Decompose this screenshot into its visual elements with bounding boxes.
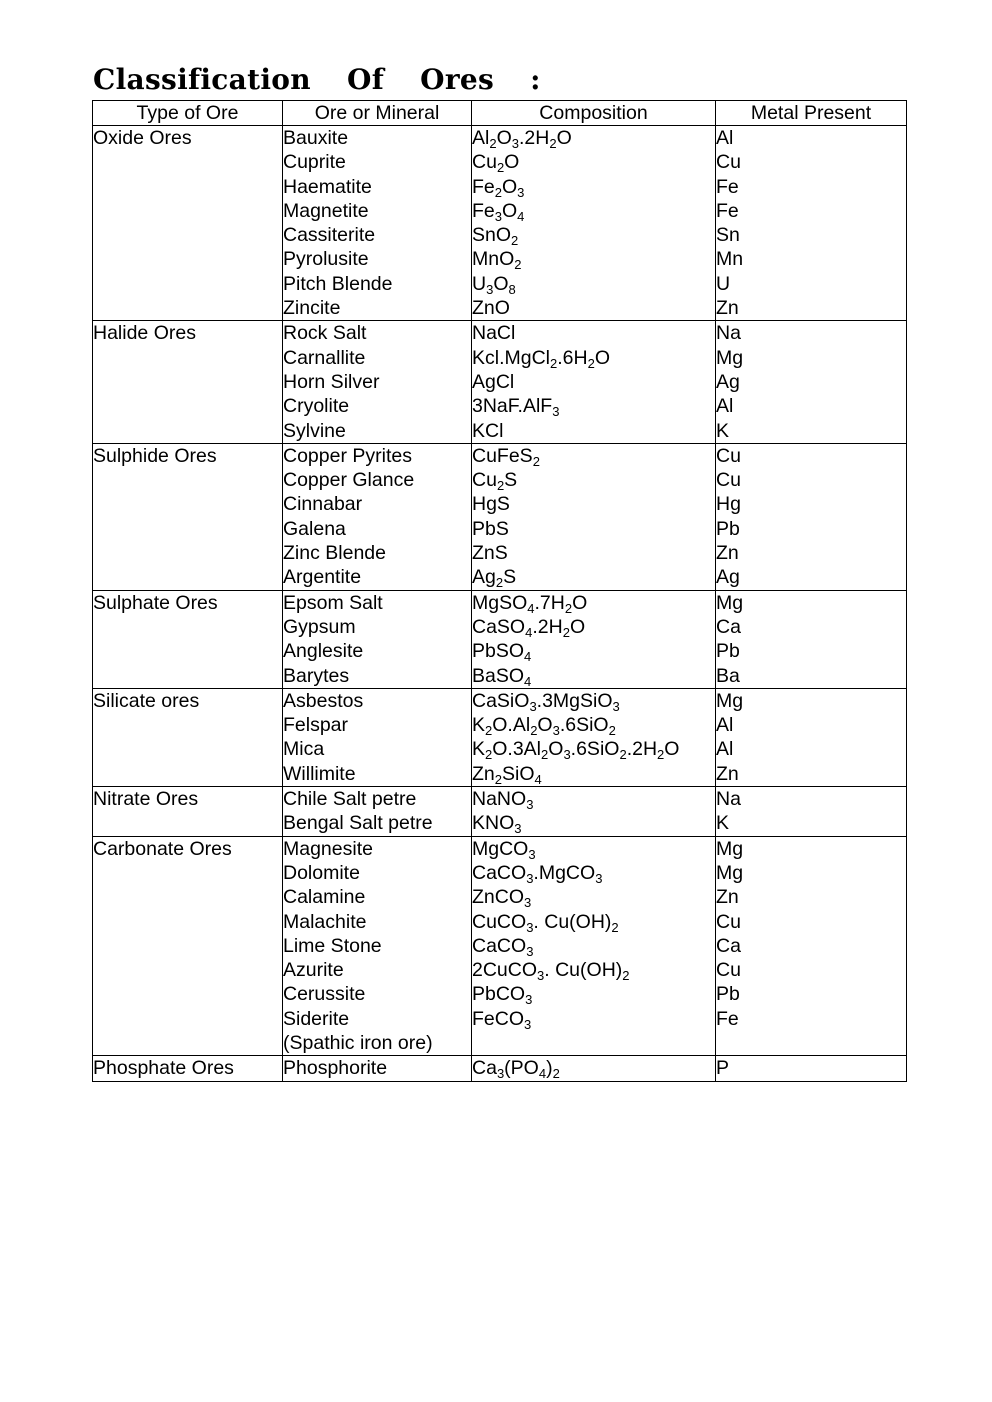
ore-type-cell	[93, 443, 283, 590]
metal-symbol: Na	[716, 322, 741, 345]
composition-cell	[472, 836, 716, 1056]
metal-symbol: Zn	[716, 886, 739, 909]
composition-formula: $Al_2O_3.2H_2O$	[472, 127, 572, 151]
metal-symbol: Zn	[716, 297, 739, 320]
metal-symbol: Al	[716, 395, 734, 418]
composition-formula: $CaSO_4.2H_2O$	[472, 615, 586, 640]
ore-type-label: Nitrate Ores	[93, 788, 199, 811]
ore-name: Chile Salt petre	[283, 788, 417, 811]
composition-formula: $Zn_2SiO_4$	[472, 762, 542, 787]
composition-cell	[472, 443, 716, 590]
metal-cell	[716, 590, 907, 688]
composition-formula: $Fe_3O_4$	[472, 199, 525, 224]
ore-name: Azurite	[283, 959, 344, 982]
table-row	[93, 1056, 907, 1081]
composition-formula: $Fe_2O_3$	[472, 175, 525, 200]
metal-symbol: Mg	[716, 346, 744, 369]
composition-formula: $MgSO_4.7H_2O$	[472, 591, 588, 616]
ore-name: (Spathic iron ore)	[283, 1031, 433, 1054]
composition-formula: NaCl	[472, 322, 516, 345]
ore-type-label: Carbonate Ores	[93, 837, 232, 860]
metal-symbol: Mn	[716, 248, 744, 271]
ore-name: Siderite	[283, 1007, 350, 1030]
composition-formula: CaCO$_3$.MgCO$_3$	[472, 861, 603, 886]
ore-name-cell	[283, 126, 472, 321]
composition-formula: ZnO	[472, 297, 510, 320]
metal-cell	[716, 836, 907, 1056]
metal-symbol: Sn	[716, 224, 740, 247]
ore-type-cell	[93, 321, 283, 443]
composition-formula: CaSiO$_3$.3MgSiO$_3$	[472, 689, 620, 714]
composition-cell	[472, 787, 716, 837]
metal-symbol: Mg	[716, 591, 744, 614]
ore-type-label: Sulphate Ores	[93, 591, 218, 614]
metal-symbol: K	[716, 812, 730, 835]
table-row	[93, 126, 907, 321]
ore-name: Cuprite	[283, 151, 346, 174]
composition-formula: BaSO$_4$	[472, 664, 532, 689]
composition-formula: PbSO$_4$	[472, 640, 532, 665]
metal-symbol: Ag	[716, 370, 740, 393]
metal-symbol: Zn	[716, 542, 739, 565]
composition-cell	[472, 321, 716, 443]
ore-name-cell	[283, 688, 472, 786]
ore-name-cell	[283, 1056, 472, 1081]
ore-name: Magnesite	[283, 837, 373, 860]
composition-formula: KCl	[472, 419, 504, 442]
ore-name-cell	[283, 836, 472, 1056]
composition-formula: ZnS	[472, 542, 508, 565]
ore-name: Pyrolusite	[283, 248, 369, 271]
ore-name: Cinnabar	[283, 493, 363, 516]
page-title: Classification Of Ores :	[93, 63, 541, 96]
composition-formula: FeCO$_3$	[472, 1007, 532, 1032]
composition-formula: HgS	[472, 493, 510, 516]
composition-cell	[472, 126, 716, 321]
composition-formula: CuCO$_3$. $Cu(OH)_2$	[472, 910, 619, 935]
ore-name: Willimite	[283, 762, 356, 785]
metal-symbol: Fe	[716, 175, 739, 198]
table-row	[93, 787, 907, 837]
composition-formula: 2CuCO$_3$. $Cu(OH)_2$	[472, 959, 630, 984]
metal-symbol: Na	[716, 788, 741, 811]
ore-type-cell	[93, 590, 283, 688]
metal-symbol: Pb	[716, 640, 740, 663]
ore-name: Argentite	[283, 566, 362, 589]
ore-name: Copper Glance	[283, 469, 415, 492]
table-row	[93, 321, 907, 443]
ore-name: Calamine	[283, 886, 366, 909]
metal-cell	[716, 688, 907, 786]
composition-cell	[472, 590, 716, 688]
ore-type-label: Oxide Ores	[93, 127, 192, 149]
composition-formula: $Ca_3(PO_4)_2$	[472, 1057, 560, 1082]
ore-name: Pitch Blende	[283, 272, 393, 295]
ore-name: Cryolite	[283, 395, 350, 418]
metal-symbol: Mg	[716, 837, 744, 860]
composition-formula: CaCO$_3$	[472, 934, 534, 959]
ore-name: Horn Silver	[283, 370, 380, 393]
composition-formula: MgCO$_3$	[472, 837, 536, 862]
header-type-of-ore: Type of Ore	[93, 101, 283, 126]
composition-formula: $Kcl.MgCl_2.6H_2O$	[472, 346, 611, 371]
metal-symbol: K	[716, 419, 730, 442]
metal-symbol: Al	[716, 714, 734, 737]
header-metal-present: Metal Present	[716, 101, 907, 126]
ore-name-cell	[283, 443, 472, 590]
metal-symbol: Cu	[716, 910, 741, 933]
composition-formula: $K_2O.Al_2O_3.6SiO_2$	[472, 714, 616, 739]
composition-formula: CuFeS$_2$	[472, 444, 540, 469]
ore-type-label: Silicate ores	[93, 689, 200, 712]
ore-name: Cassiterite	[283, 224, 376, 247]
composition-formula: $U_3O_8$	[472, 272, 516, 297]
composition-formula: $KNO_3$	[472, 812, 522, 837]
metal-symbol: Cu	[716, 959, 741, 982]
metal-symbol: Al	[716, 738, 734, 761]
ore-name: Asbestos	[283, 689, 364, 712]
header-ore-or-mineral: Ore or Mineral	[283, 101, 472, 126]
metal-symbol: P	[716, 1057, 730, 1080]
ore-name: Sylvine	[283, 419, 346, 442]
metal-cell	[716, 443, 907, 590]
ore-name: Barytes	[283, 664, 350, 687]
metal-symbol: Pb	[716, 983, 740, 1006]
metal-cell	[716, 321, 907, 443]
ore-name: Bauxite	[283, 127, 349, 149]
ore-name: Phosphorite	[283, 1057, 388, 1080]
composition-formula: AgCl	[472, 370, 515, 393]
metal-symbol: Ag	[716, 566, 740, 589]
ore-name-cell	[283, 787, 472, 837]
ore-type-cell	[93, 787, 283, 837]
metal-symbol: Ba	[716, 664, 740, 687]
composition-formula: PbCO$_3$	[472, 983, 533, 1008]
ores-classification-table	[92, 100, 907, 1082]
ore-name: Rock Salt	[283, 322, 367, 345]
metal-symbol: Al	[716, 127, 734, 149]
metal-symbol: U	[716, 272, 731, 295]
table-row	[93, 590, 907, 688]
header-composition: Composition	[472, 101, 716, 126]
composition-formula: ZnCO$_3$	[472, 886, 532, 911]
ore-type-cell	[93, 1056, 283, 1081]
ore-name: Gypsum	[283, 615, 356, 638]
ore-name: Felspar	[283, 714, 349, 737]
ore-name: Bengal Salt petre	[283, 812, 433, 835]
ore-type-label: Sulphide Ores	[93, 444, 217, 467]
ore-name: Epsom Salt	[283, 591, 383, 614]
metal-symbol: Pb	[716, 517, 740, 540]
metal-symbol: Hg	[716, 493, 741, 516]
metal-symbol	[716, 1031, 906, 1055]
ore-type-label: Halide Ores	[93, 322, 196, 345]
metal-symbol: Fe	[716, 1007, 739, 1030]
ore-type-cell	[93, 836, 283, 1056]
composition-cell	[472, 1056, 716, 1081]
table-row	[93, 688, 907, 786]
composition-formula: $Cu_2S$	[472, 469, 518, 494]
metal-symbol: Ca	[716, 615, 741, 638]
metal-symbol: Cu	[716, 469, 741, 492]
ore-name: Galena	[283, 517, 346, 540]
composition-formula: $Cu_2O$	[472, 151, 520, 176]
ore-name: Haematite	[283, 175, 372, 198]
ore-name: Carnallite	[283, 346, 366, 369]
ore-type-cell	[93, 126, 283, 321]
ore-name-cell	[283, 590, 472, 688]
composition-formula: NaNO$_3$	[472, 788, 534, 813]
metal-cell	[716, 126, 907, 321]
table-row	[93, 836, 907, 1056]
composition-cell	[472, 688, 716, 786]
ore-name: Cerussite	[283, 983, 366, 1006]
ore-name: Malachite	[283, 910, 367, 933]
ore-type-cell	[93, 688, 283, 786]
ore-name: Anglesite	[283, 640, 364, 663]
composition-formula: $Ag_2S$	[472, 566, 517, 591]
metal-symbol: Zn	[716, 762, 739, 785]
ore-name: Zinc Blende	[283, 542, 386, 565]
metal-symbol: Fe	[716, 199, 739, 222]
ore-name: Lime Stone	[283, 934, 382, 957]
ore-name: Magnetite	[283, 199, 369, 222]
ore-name-cell	[283, 321, 472, 443]
composition-formula	[472, 1031, 715, 1055]
ore-name: Mica	[283, 738, 325, 761]
table-row	[93, 443, 907, 590]
metal-symbol: Mg	[716, 689, 744, 712]
table-body	[93, 126, 907, 1082]
metal-cell	[716, 1056, 907, 1081]
table-header-row	[93, 101, 907, 126]
ore-name: Dolomite	[283, 861, 360, 884]
ore-name: Copper Pyrites	[283, 444, 412, 467]
metal-symbol: Ca	[716, 934, 741, 957]
composition-formula: 3NaF.AlF$_3$	[472, 395, 560, 420]
composition-formula: $K_2O.3Al_2O_3.6SiO_2.2H_2O$	[472, 738, 680, 763]
metal-symbol: Cu	[716, 444, 741, 467]
ore-name: Zincite	[283, 297, 341, 320]
composition-formula: SnO$_2$	[472, 224, 519, 249]
ore-type-label: Phosphate Ores	[93, 1057, 234, 1080]
metal-symbol: Mg	[716, 861, 744, 884]
metal-symbol: Cu	[716, 151, 741, 174]
composition-formula: PbS	[472, 517, 509, 540]
composition-formula: MnO$_2$	[472, 248, 522, 273]
metal-cell	[716, 787, 907, 837]
